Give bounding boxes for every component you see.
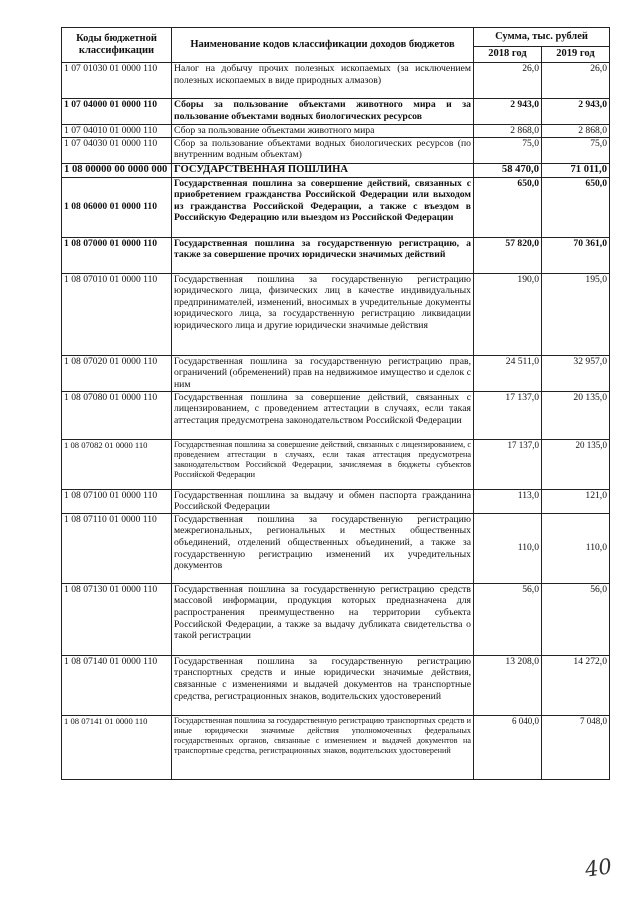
table-row — [62, 125, 610, 138]
handwritten-page-number: 40 — [583, 854, 614, 882]
row-2019: 195,0 — [542, 273, 610, 355]
row-name: Государственная пошлина за совершение действий, связанных с приобретением гражданства Российской Федерации или выходом из гражданства Российской Федерации, а также с въездом в Российскую Федерацию или выездом из Российской Федерации — [172, 177, 474, 237]
table-row — [62, 391, 610, 439]
row-2019: 56,0 — [542, 583, 610, 655]
row-name: Государственная пошлина за государственную регистрацию прав, ограничений (обременений) прав на недвижимое имущество и сделок с ним — [172, 355, 474, 391]
header-sum: Сумма, тыс. рублей — [474, 28, 610, 47]
table-row — [62, 439, 610, 489]
row-name: Государственная пошлина за выдачу и обмен паспорта гражданина Российской Федерации — [172, 489, 474, 513]
row-2019: 32 957,0 — [542, 355, 610, 391]
row-2019: 7 048,0 — [542, 715, 610, 779]
row-2018: 110,0 — [474, 513, 542, 583]
row-2019: 110,0 — [542, 513, 610, 583]
table-header-row — [62, 28, 610, 47]
row-name: Сборы за пользование объектами животного мира и за пользование объектами водных биологических ресурсов — [172, 99, 474, 125]
row-2019: 2 943,0 — [542, 99, 610, 125]
row-code: 1 08 07000 01 0000 110 — [62, 237, 172, 273]
row-name: Государственная пошлина за государственную регистрацию межрегиональных, региональных и местных общественных объединений, отделений общественных объединений, а также за государственную регистрацию изменений их учредительных документов — [172, 513, 474, 583]
table-row — [62, 273, 610, 355]
row-2019: 2 868,0 — [542, 125, 610, 138]
table-row — [62, 489, 610, 513]
budget-income-table — [61, 27, 610, 780]
row-2018: 13 208,0 — [474, 655, 542, 715]
row-name: Сбор за пользование объектами животного мира — [172, 125, 474, 138]
row-2018: 17 137,0 — [474, 439, 542, 489]
row-code: 1 08 07141 01 0000 110 — [62, 715, 172, 779]
row-code: 1 08 07020 01 0000 110 — [62, 355, 172, 391]
header-2018: 2018 год — [474, 46, 542, 62]
table-row — [62, 177, 610, 237]
header-name: Наименование кодов классификации доходов бюджетов — [172, 28, 474, 63]
row-name: Налог на добычу прочих полезных ископаемых (за исключением полезных ископаемых в виде природных алмазов) — [172, 63, 474, 99]
table-row — [62, 99, 610, 125]
row-code: 1 07 04010 01 0000 110 — [62, 125, 172, 138]
row-2018: 17 137,0 — [474, 391, 542, 439]
row-2019: 70 361,0 — [542, 237, 610, 273]
row-name: Государственная пошлина за государственную регистрацию юридического лица, физических лиц в качестве индивидуальных предпринимателей, изменений, вносимых в учредительные документы юридического лица, за государственную регистрацию ликвидации юридического лица и другие юридически значимые действия — [172, 273, 474, 355]
row-code: 1 08 07140 01 0000 110 — [62, 655, 172, 715]
table-row — [62, 583, 610, 655]
table-row — [62, 655, 610, 715]
table-row — [62, 715, 610, 779]
row-2019: 20 135,0 — [542, 391, 610, 439]
row-2019: 71 011,0 — [542, 163, 610, 177]
row-2018: 190,0 — [474, 273, 542, 355]
row-2018: 24 511,0 — [474, 355, 542, 391]
row-2019: 20 135,0 — [542, 439, 610, 489]
row-2018: 26,0 — [474, 63, 542, 99]
row-code: 1 07 04000 01 0000 110 — [62, 99, 172, 125]
row-code: 1 08 07130 01 0000 110 — [62, 583, 172, 655]
header-code: Коды бюджетной классификации — [62, 28, 172, 63]
row-2018: 2 868,0 — [474, 125, 542, 138]
row-2018: 57 820,0 — [474, 237, 542, 273]
table-row — [62, 137, 610, 163]
table-row — [62, 163, 610, 177]
row-code: 1 08 07100 01 0000 110 — [62, 489, 172, 513]
table-row — [62, 355, 610, 391]
row-name: ГОСУДАРСТВЕННАЯ ПОШЛИНА — [172, 163, 474, 177]
row-code: 1 08 06000 01 0000 110 — [62, 177, 172, 237]
row-name: Государственная пошлина за государственную регистрацию средств массовой информации, продукция которых предназначена для распространения преимущественно на территории субъекта Российской Федерации, а также за выдачу дубликата свидетельства о такой регистрации — [172, 583, 474, 655]
row-code: 1 07 04030 01 0000 110 — [62, 137, 172, 163]
row-2019: 14 272,0 — [542, 655, 610, 715]
row-code: 1 08 07010 01 0000 110 — [62, 273, 172, 355]
row-name: Государственная пошлина за совершение действий, связанных с лицензированием, с проведением аттестации в случаях, если такая аттестация предусмотрена законодательством Российской Федерации, зачисляемая в бюджеты субъектов Российской Федерации — [172, 439, 474, 489]
row-name: Государственная пошлина за государственную регистрацию транспортных средств и иные юридически значимые действия уполномоченных федеральных государственных органов, связанные с изменением и выдачей документов на транспортные средства, регистрационных знаков, водительских удостоверений — [172, 715, 474, 779]
row-name: Сбор за пользование объектами водных биологических ресурсов (по внутренним водным объектам) — [172, 137, 474, 163]
row-2019: 75,0 — [542, 137, 610, 163]
row-2019: 121,0 — [542, 489, 610, 513]
row-2019: 650,0 — [542, 177, 610, 237]
row-2018: 75,0 — [474, 137, 542, 163]
row-name: Государственная пошлина за совершение действий, связанных с лицензированием, с проведением аттестации в случаях, если такая аттестация предусмотрена законодательством Российской Федерации — [172, 391, 474, 439]
table-row — [62, 63, 610, 99]
table-row — [62, 237, 610, 273]
table-row — [62, 513, 610, 583]
row-2018: 6 040,0 — [474, 715, 542, 779]
row-2018: 2 943,0 — [474, 99, 542, 125]
row-2018: 650,0 — [474, 177, 542, 237]
row-code: 1 08 07082 01 0000 110 — [62, 439, 172, 489]
row-name: Государственная пошлина за государственную регистрацию транспортных средств и иные юридически значимые действия, связанные с изменениями и выдачей документов на транспортные средства, регистрационных знаков, водительских удостоверений — [172, 655, 474, 715]
row-name: Государственная пошлина за государственную регистрацию, а также за совершение прочих юридически значимых действий — [172, 237, 474, 273]
row-code: 1 07 01030 01 0000 110 — [62, 63, 172, 99]
header-2019: 2019 год — [542, 46, 610, 62]
row-code: 1 08 07080 01 0000 110 — [62, 391, 172, 439]
row-2018: 58 470,0 — [474, 163, 542, 177]
row-code: 1 08 07110 01 0000 110 — [62, 513, 172, 583]
row-code: 1 08 00000 00 0000 000 — [62, 163, 172, 177]
row-2018: 113,0 — [474, 489, 542, 513]
row-2018: 56,0 — [474, 583, 542, 655]
row-2019: 26,0 — [542, 63, 610, 99]
